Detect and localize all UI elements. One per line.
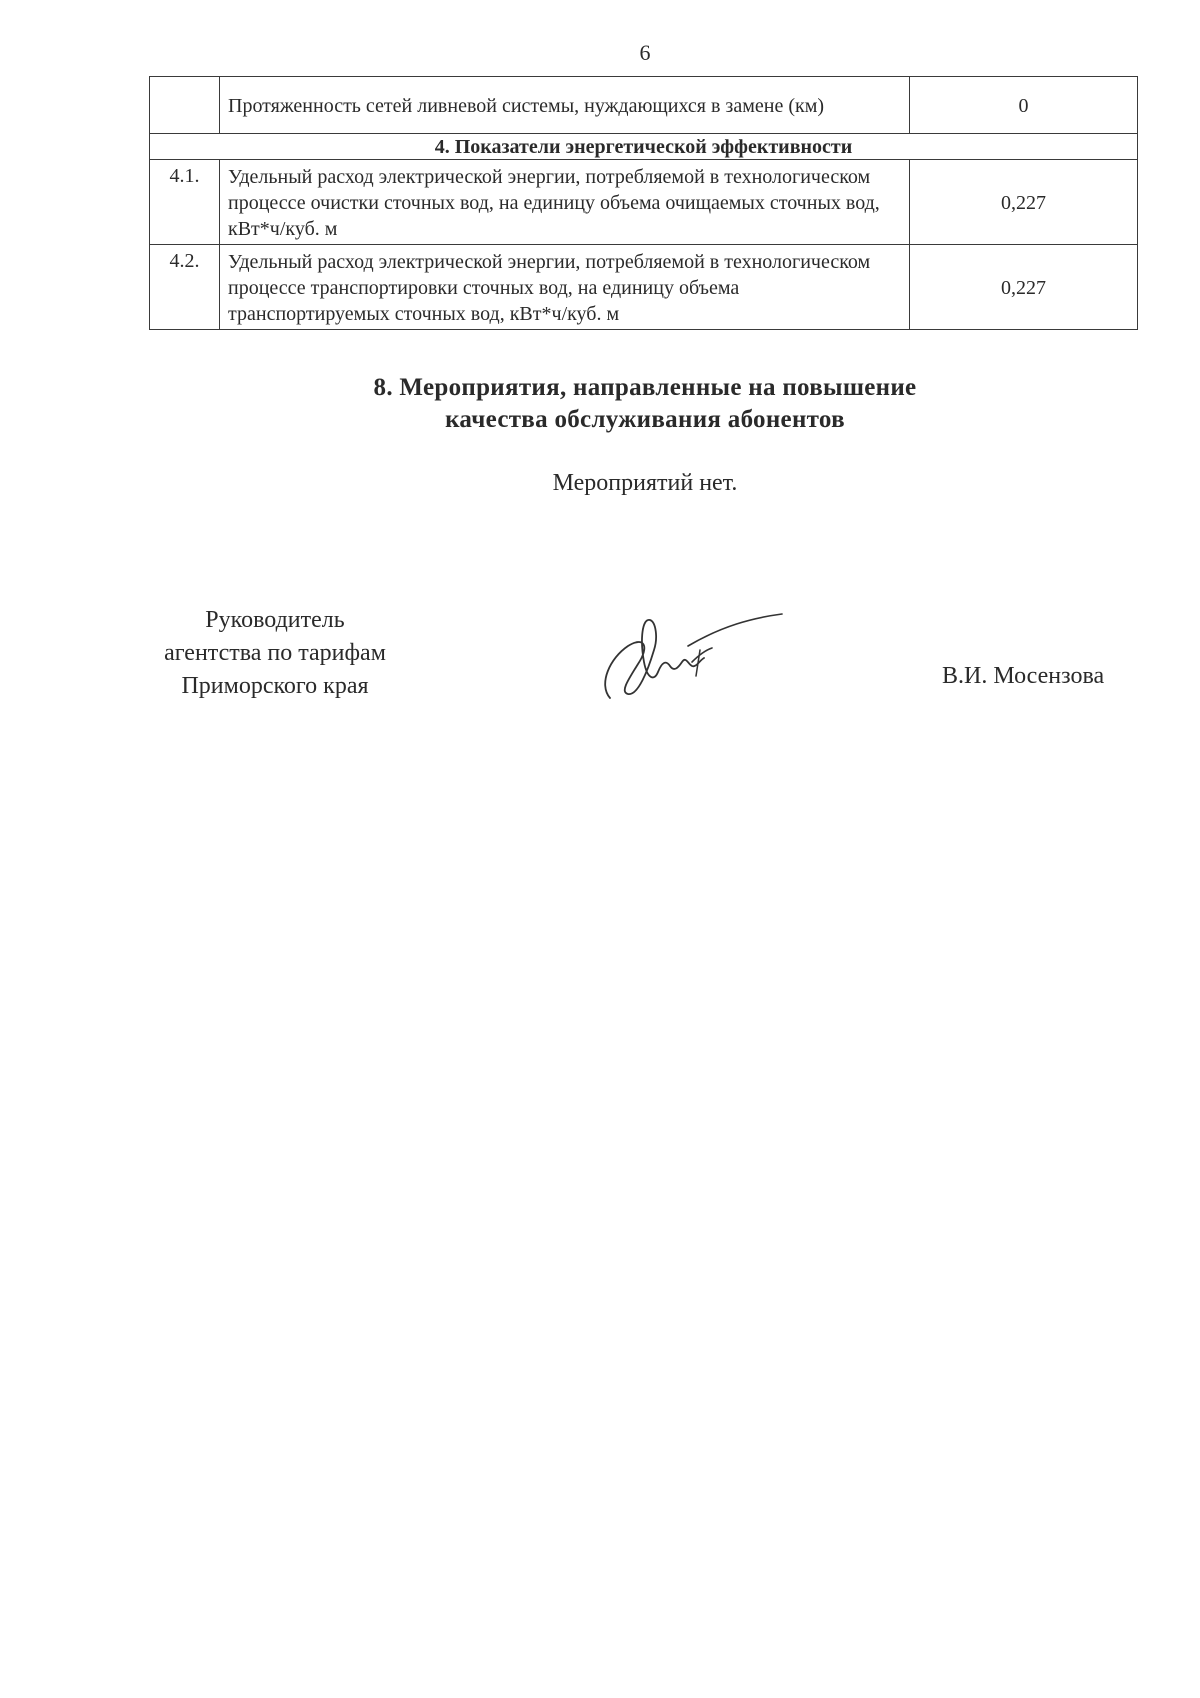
- page-number: 6: [639, 40, 651, 65]
- section-heading-line: 8. Мероприятия, направленные на повышение: [373, 374, 917, 401]
- table-row: [150, 160, 1138, 245]
- signatory-title-line: агентства по тарифам: [164, 640, 386, 666]
- signatory-title-line: Приморского края: [181, 673, 369, 699]
- section-heading: [0, 372, 1200, 436]
- signatory-title: [145, 604, 405, 703]
- table-row: [150, 77, 1138, 134]
- row-indicator-name: Удельный расход электрической энергии, потребляемой в технологическом процессе очистки сточных вод, на единицу объема очищаемых сточных вод, кВт*ч/куб. м: [220, 160, 910, 245]
- table-row: [150, 245, 1138, 330]
- section-heading-line: качества обслуживания абонентов: [445, 406, 845, 433]
- section-title: 4. Показатели энергетической эффективности: [150, 134, 1138, 160]
- section-body-text: Мероприятий нет.: [552, 470, 738, 496]
- row-value: 0,227: [910, 245, 1138, 330]
- signatory-name: В.И. Мосензова: [942, 663, 1105, 689]
- row-value: 0: [910, 77, 1138, 134]
- row-indicator-name: Протяженность сетей ливневой системы, нуждающихся в замене (км): [220, 77, 910, 134]
- row-number: 4.2.: [150, 245, 220, 330]
- signatory-title-line: Руководитель: [205, 607, 345, 633]
- row-indicator-name: Удельный расход электрической энергии, потребляемой в технологическом процессе транспортировки сточных вод, на единицу объема транспортируемых сточных вод, кВт*ч/куб. м: [220, 245, 910, 330]
- handwritten-signature: [592, 610, 792, 710]
- row-value: 0,227: [910, 160, 1138, 245]
- row-number: 4.1.: [150, 160, 220, 245]
- indicators-table: [149, 76, 1138, 330]
- table-section-row: [150, 134, 1138, 160]
- row-number: [150, 77, 220, 134]
